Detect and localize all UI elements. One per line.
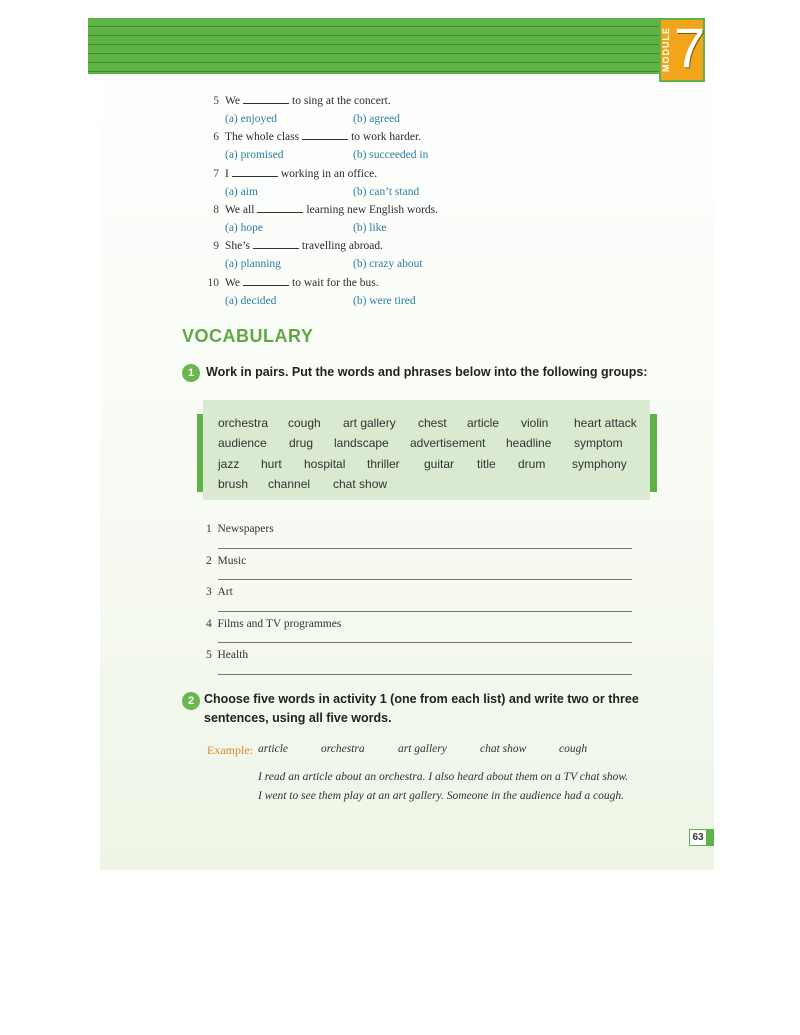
group-label: Art [217,586,233,598]
word-chip: violin [521,416,549,430]
question-stem-end: to sing at the concert. [292,95,391,107]
word-chip: orchestra [218,416,269,430]
word-chip: symphony [572,457,627,471]
question-stem: We [225,277,241,289]
group-number: 1 [206,523,212,535]
option-a: (a) enjoyed [225,113,278,125]
answer-blank [243,94,289,104]
word-chip: advertisement [410,436,486,450]
word-chip: jazz [218,457,240,471]
answer-blank [257,203,303,213]
header-banner [88,18,660,74]
answer-blank [243,276,289,286]
example-label: Example: [207,743,253,757]
option-b: (b) were tired [353,295,416,307]
word-chip: hospital [304,457,346,471]
question-number: 6 [213,131,219,143]
group-item [206,555,246,567]
answer-line[interactable] [218,548,632,549]
answer-line[interactable] [218,674,632,675]
question-stem: She’s [225,240,250,252]
word-chip: title [477,457,496,471]
question-stem: I [225,168,229,180]
example-sentence-1: I read an article about an orchestra. I also heard about them on a TV chat show. [258,771,629,783]
example-word: art gallery [398,743,447,755]
answer-line[interactable] [218,642,632,643]
option-b: (b) agreed [353,113,400,125]
group-number: 4 [206,618,212,630]
question-number: 9 [213,240,219,252]
group-label: Films and TV programmes [217,618,342,630]
question-stem: The whole class [225,131,300,143]
word-chip: cough [288,416,321,430]
step-2-badge: 2 [182,692,200,710]
step-2-instruction-line-1: Choose five words in activity 1 (one from each list) and write two or three [204,692,639,706]
answer-blank [232,167,278,177]
option-a: (a) planning [225,258,281,270]
question-stem: We all [225,204,255,216]
group-item [206,618,341,630]
step-2-instruction-line-2: sentences, using all five words. [204,711,392,725]
question-stem-end: travelling abroad. [301,240,384,252]
group-label: Music [217,555,247,567]
example-word: chat show [480,743,527,755]
group-number: 3 [206,586,212,598]
example-word: cough [559,743,588,755]
word-chip: drug [289,436,314,450]
answer-blank [302,130,348,140]
answer-line[interactable] [218,611,632,612]
group-item [206,649,248,661]
module-label: MODULE [661,27,671,73]
word-chip: drum [518,457,546,471]
word-chip: art gallery [343,416,396,430]
question-number: 10 [207,277,219,289]
word-chip: guitar [424,457,455,471]
group-item [206,586,233,598]
word-chip: symptom [574,436,623,450]
page-number-bar [707,829,714,846]
step-1-instruction: Work in pairs. Put the words and phrases below into the following groups: [206,365,648,379]
option-a: (a) hope [225,222,263,234]
word-box-bar-right [650,414,657,492]
option-b: (b) crazy about [353,258,423,270]
question-stem-end: to wait for the bus. [292,277,379,289]
word-chip: heart attack [574,416,637,430]
word-chip: article [467,416,500,430]
option-a: (a) aim [225,186,258,198]
page-number: 63 [689,829,707,846]
example-word: orchestra [321,743,365,755]
option-a: (a) promised [225,149,284,161]
word-chip: thriller [367,457,400,471]
example-word: article [258,743,289,755]
question-number: 7 [213,168,219,180]
question-number: 8 [213,204,219,216]
group-label: Health [217,649,249,661]
question-stem-end: to work harder. [351,131,422,143]
module-number: 7 [674,16,706,79]
group-number: 2 [206,555,212,567]
group-number: 5 [206,649,212,661]
group-item [206,523,274,535]
answer-blank [253,239,299,249]
word-chip: channel [268,477,311,491]
word-chip: audience [218,436,267,450]
word-chip: brush [218,477,249,491]
option-b: (b) succeeded in [353,149,429,161]
option-b: (b) like [353,222,387,234]
question-stem: We [225,95,241,107]
group-label: Newspapers [217,523,274,535]
word-chip: hurt [261,457,282,471]
question-stem-end: learning new English words. [306,204,439,216]
question-number: 5 [213,95,219,107]
word-chip: chest [418,416,447,430]
answer-line[interactable] [218,579,632,580]
question-stem-end: working in an office. [280,168,378,180]
word-chip: headline [506,436,552,450]
word-chip: chat show [333,477,388,491]
option-b: (b) can’t stand [353,186,420,198]
step-1-badge: 1 [182,364,200,382]
word-chip: landscape [334,436,389,450]
option-a: (a) decided [225,295,277,307]
example-sentence-2: I went to see them play at an art gallery. Someone in the audience had a cough. [258,790,625,802]
section-title: VOCABULARY [182,326,314,346]
